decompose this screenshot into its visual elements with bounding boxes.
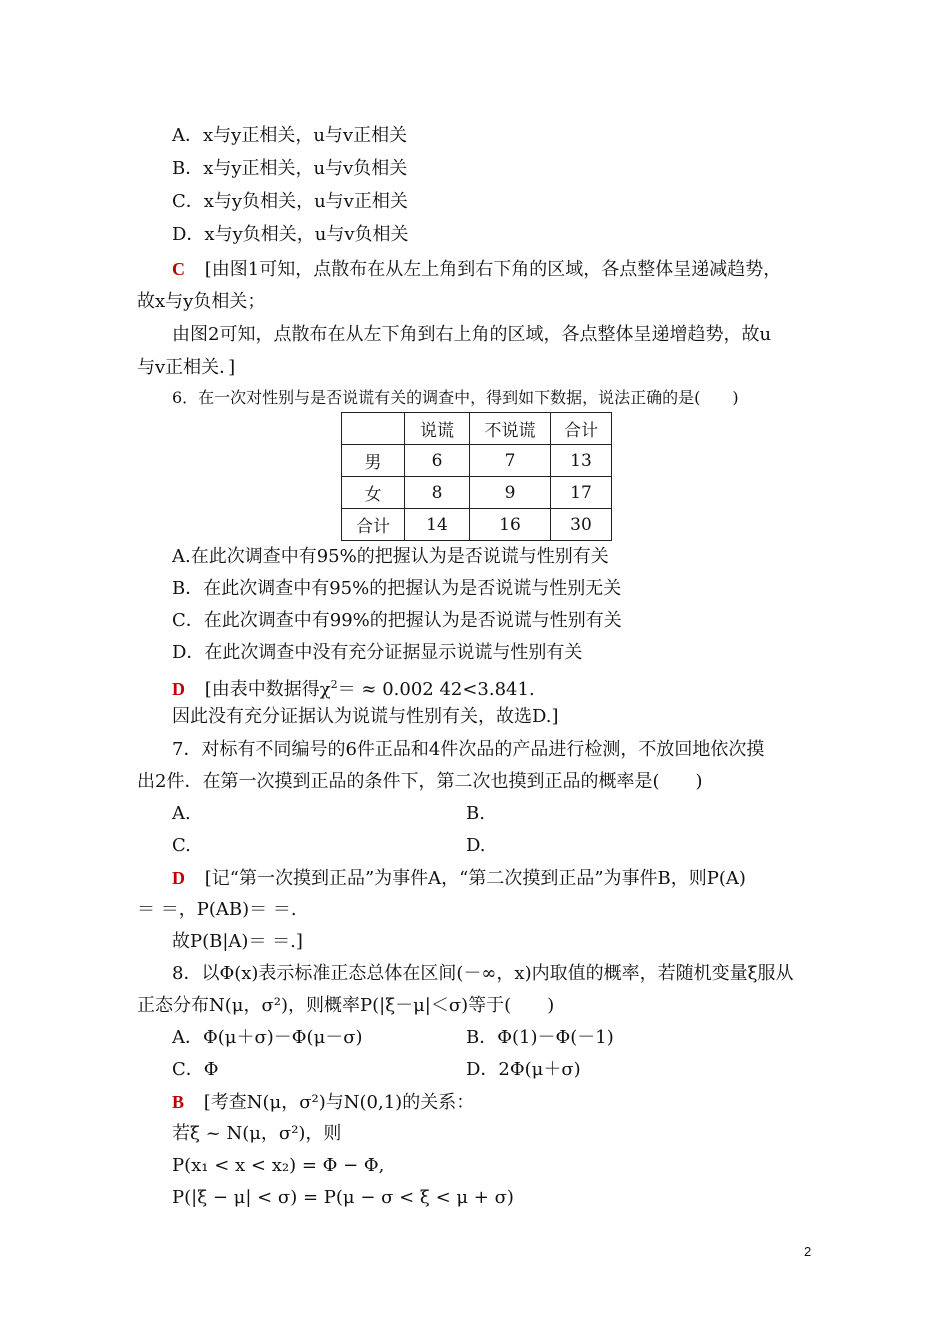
table-cell: 8 [405, 477, 470, 509]
q8-answer-line-3: P(x₁ < x < x₂) = Φ − Φ, [172, 1155, 385, 1176]
q6-data-table [341, 412, 612, 541]
q5-answer-text-1: [由图1可知，点散布在从左上角到右下角的区域，各点整体呈递减趋势， [204, 259, 782, 280]
table-row [342, 509, 612, 541]
table-header-cell: 不说谎 [470, 413, 551, 445]
q8-question-line-1: 8．以Φ(x)表示标准正态总体在区间(－∞，x)内取值的概率，若随机变量ξ服从 [172, 963, 794, 984]
table-cell: 9 [470, 477, 551, 509]
q5-option-c: C．x与y负相关，u与v正相关 [172, 191, 408, 212]
page-number: 2 [804, 1244, 812, 1259]
q7-question-line-1: 7．对标有不同编号的6件正品和4件次品的产品进行检测，不放回地依次摸 [172, 739, 765, 760]
q6-option-a: A.在此次调查中有95%的把握认为是否说谎与性别有关 [172, 546, 609, 567]
q6-option-b: B．在此次调查中有95%的把握认为是否说谎与性别无关 [172, 578, 622, 599]
table-row [342, 445, 612, 477]
table-cell: 30 [551, 509, 612, 541]
q8-answer-text-1: [考查N(μ，σ²)与N(0,1)的关系： [203, 1092, 475, 1113]
table-header-row [342, 413, 612, 445]
q6-answer-text-pre: [由表中数据得χ [204, 679, 331, 700]
table-cell: 女 [342, 477, 405, 509]
q6-answer-line-1 [172, 673, 535, 702]
q8-option-b: B．Φ(1)－Φ(－1) [466, 1027, 614, 1048]
q7-answer-line-2: ＝ ＝，P(AB)＝ ＝. [137, 899, 297, 920]
q6-option-d: D．在此次调查中没有充分证据显示说谎与性别有关 [172, 642, 583, 663]
q5-option-d: D．x与y负相关，u与v负相关 [172, 224, 409, 245]
q7-option-b: B. [466, 803, 485, 824]
q6-answer-text-post: ＝ ≈ 0.002 42<3.841. [337, 679, 535, 700]
q8-answer-line-2: 若ξ ~ N(μ，σ²)，则 [172, 1123, 342, 1144]
q8-answer-line-1 [172, 1090, 474, 1115]
q5-answer-line-1 [172, 257, 781, 282]
q7-answer-line-1 [172, 866, 746, 891]
table-cell: 14 [405, 509, 470, 541]
table-header-cell: 合计 [551, 413, 612, 445]
table-cell: 男 [342, 445, 405, 477]
q6-answer-letter: D [172, 679, 185, 699]
table-cell: 合计 [342, 509, 405, 541]
table-header-cell [342, 413, 405, 445]
table-cell: 16 [470, 509, 551, 541]
q8-option-d: D．2Φ(μ＋σ) [466, 1059, 581, 1080]
q7-option-a: A. [172, 803, 191, 824]
table-cell: 7 [470, 445, 551, 477]
q7-option-c: C. [172, 835, 191, 856]
table-cell: 6 [405, 445, 470, 477]
q8-option-a: A．Φ(μ＋σ)－Φ(μ－σ) [172, 1027, 363, 1048]
q7-answer-text-1: [记“第一次摸到正品”为事件A，“第二次摸到正品”为事件B，则P(A) [204, 868, 746, 889]
table-row [342, 477, 612, 509]
q5-answer-letter: C [172, 259, 185, 279]
q6-option-c: C．在此次调查中有99%的把握认为是否说谎与性别有关 [172, 610, 622, 631]
q6-answer-superscript: 2 [330, 678, 338, 691]
q8-option-c: C．Φ [172, 1059, 219, 1080]
table-cell: 17 [551, 477, 612, 509]
q5-answer-line-2: 故x与y负相关； [137, 291, 266, 312]
q7-answer-line-3: 故P(B|A)＝ ＝.] [172, 931, 303, 952]
q8-question-line-2: 正态分布N(μ，σ²)，则概率P(|ξ－μ|＜σ)等于( ) [137, 995, 555, 1016]
q5-answer-line-4: 与v正相关．] [137, 357, 236, 378]
q7-question-line-2: 出2件．在第一次摸到正品的条件下，第二次也摸到正品的概率是( ) [137, 771, 703, 792]
table-cell: 13 [551, 445, 612, 477]
q8-answer-line-4: P(|ξ − μ| < σ) = P(μ − σ < ξ < μ + σ) [172, 1187, 514, 1208]
q7-answer-letter: D [172, 868, 185, 888]
q6-answer-line-2: 因此没有充分证据认为说谎与性别有关，故选D.] [172, 706, 559, 727]
q5-answer-line-3: 由图2可知，点散布在从左下角到右上角的区域，各点整体呈递增趋势，故u [172, 324, 772, 345]
q7-option-d: D. [466, 835, 486, 856]
q8-answer-letter: B [172, 1092, 185, 1112]
table-header-cell: 说谎 [405, 413, 470, 445]
q5-option-a: A．x与y正相关，u与v正相关 [172, 125, 408, 146]
q6-question: 6．在一次对性别与是否说谎有关的调查中，得到如下数据，说法正确的是( ) [172, 388, 739, 407]
q5-option-b: B．x与y正相关，u与v负相关 [172, 158, 408, 179]
